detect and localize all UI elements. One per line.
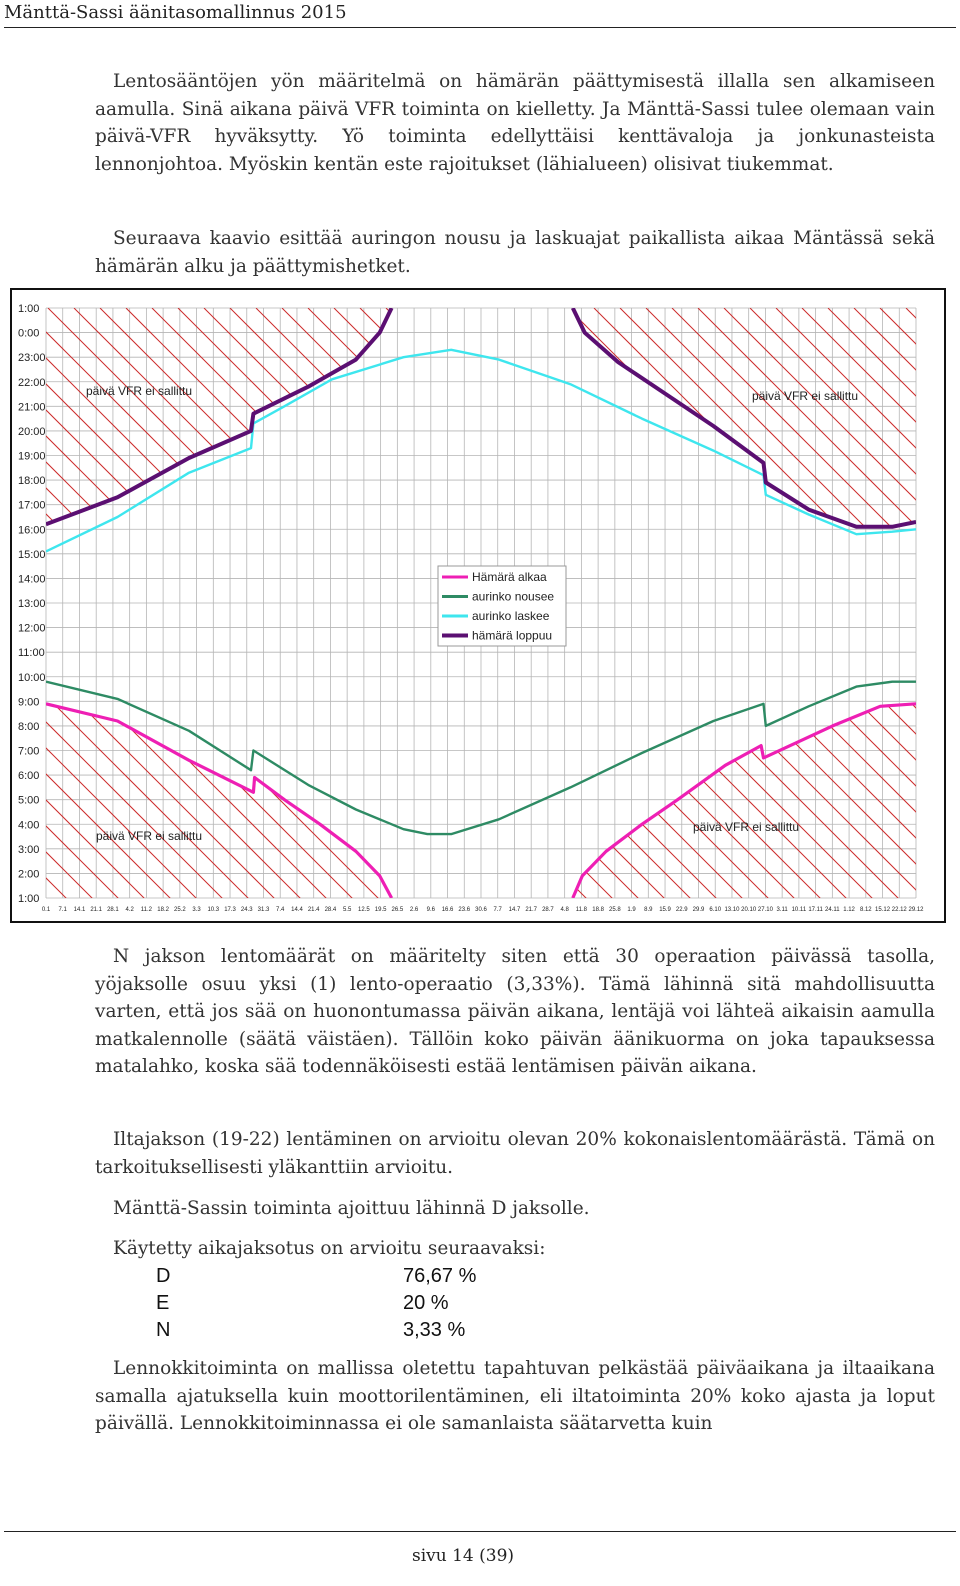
footer-divider: [4, 1531, 956, 1532]
paragraph-4-text: Iltajakson (19-22) lentäminen on arvioitu olevan 20% kokonaislentomäärästä. Tämä on tarkoituksellisesti yläkanttiin arvioitu.: [95, 1129, 935, 1178]
x-tick-label: 3.3: [192, 907, 201, 913]
y-tick-label: 23:00: [18, 352, 46, 365]
allocation-period: N: [156, 1319, 171, 1341]
chart-legend: [438, 566, 566, 646]
x-tick-label: 8.9: [644, 907, 653, 913]
y-tick-label: 18:00: [18, 475, 46, 488]
annotation-label: päivä VFR ei sallittu: [752, 389, 859, 403]
allocation-row: [156, 1290, 556, 1317]
x-tick-label: 14.7: [508, 907, 521, 913]
y-tick-label: 16:00: [18, 524, 46, 537]
x-tick-label: 11.8: [575, 907, 588, 913]
y-tick-label: 13:00: [18, 598, 46, 610]
y-tick-label: 11:00: [18, 647, 45, 660]
x-tick-label: 8.12: [859, 907, 872, 913]
paragraph-7-text: Lennokkitoiminta on mallissa oletettu tapahtuvan pelkästää päiväaikana ja iltaaikana samalla ajatuksella kuin moottorilentäminen, eli iltatoiminta 20% koko ajasta ja loput päivällä. Lennokkitoiminnassa ei ole samanlaista säätarvetta kuin: [95, 1358, 935, 1434]
y-tick-label: 1:00: [18, 893, 40, 905]
paragraph-4: [95, 1126, 935, 1181]
x-tick-label: 11.2: [140, 907, 153, 913]
allocation-value: 76,67 %: [403, 1265, 477, 1287]
x-tick-label: 1.9: [627, 907, 636, 913]
x-tick-label: 22.9: [675, 907, 688, 913]
y-tick-label: 17:00: [18, 499, 46, 512]
paragraph-7: [95, 1355, 935, 1438]
x-tick-label: 10.3: [207, 907, 220, 913]
paragraph-6: [95, 1235, 935, 1263]
sun-times-chart: [10, 288, 946, 923]
x-tick-label: 23.6: [458, 907, 471, 913]
x-tick-label: 28.4: [324, 907, 337, 913]
x-tick-label: 19.5: [374, 907, 387, 913]
x-tick-label: 15.12: [875, 907, 891, 913]
y-tick-label: 14:00: [18, 573, 46, 586]
x-tick-label: 14.1: [73, 907, 86, 913]
x-tick-label: 4.8: [560, 907, 569, 913]
y-tick-label: 15:00: [18, 548, 46, 561]
paragraph-5-text: Mänttä-Sassin toiminta ajoittuu lähinnä D jaksolle.: [113, 1198, 590, 1219]
y-tick-label: 19:00: [18, 450, 46, 463]
annotation-label: päivä VFR ei sallittu: [693, 820, 800, 834]
period-allocation: [156, 1263, 556, 1344]
allocation-value: 3,33 %: [403, 1319, 466, 1341]
x-tick-label: 2.6: [409, 907, 419, 913]
x-tick-label: 12.5: [358, 907, 370, 913]
y-tick-label: 12:00: [18, 622, 46, 635]
page-header: [4, 0, 956, 28]
x-tick-label: 25.8: [609, 907, 621, 913]
paragraph-5: [95, 1195, 935, 1223]
x-tick-label: 5.5: [342, 907, 352, 913]
x-tick-label: 17.3: [224, 907, 236, 913]
header-title: Mänttä-Sassi äänitasomallinnus 2015: [4, 2, 347, 23]
x-tick-label: 24.11: [825, 907, 840, 913]
x-tick-label: 14.4: [291, 907, 303, 913]
allocation-row: [156, 1263, 556, 1290]
paragraph-6-text: Käytetty aikajaksotus on arvioitu seuraavaksi:: [113, 1238, 546, 1259]
x-tick-label: 13.10: [724, 907, 740, 913]
paragraph-3-text: N jakson lentomäärät on määritelty siten että 30 operaation päivässä tasolla, yöjaksolle osuu yksi (1) lento-operaatio (3,33%). Tämä lähinnä sitä mahdollisuutta varten, että jos sää on huonontumassa päivän aikana, lentäjä voi lähteä aikaisin aamulla matkalennolle (säätä väistäen). Tällöin koko päivän äänikuorma on joka tapauksessa matalahko, koska sää todennäköisesti estää lentämisen päivän aikana.: [95, 946, 935, 1077]
legend-label: aurinko nousee: [472, 589, 555, 604]
paragraph-2: [95, 225, 935, 280]
allocation-period: E: [156, 1292, 170, 1314]
x-tick-label: 28.1: [107, 907, 119, 913]
y-tick-label: 0:00: [18, 327, 40, 340]
x-tick-label: 18.2: [157, 907, 169, 913]
x-tick-label: 21.1: [90, 907, 103, 913]
y-tick-label: 22:00: [18, 376, 46, 389]
y-tick-label: 20:00: [18, 425, 46, 438]
x-tick-label: 31.3: [257, 907, 270, 913]
x-tick-label: 4.2: [125, 907, 134, 913]
y-tick-label: 2:00: [18, 868, 40, 881]
y-tick-label: 1:00: [18, 303, 40, 315]
paragraph-2-text: Seuraava kaavio esittää auringon nousu ja laskuajat paikallista aikaa Mäntässä sekä hämärän alku ja päättymishetket.: [95, 228, 935, 277]
x-tick-label: 27.10: [757, 907, 773, 913]
legend-label: aurinko laskee: [472, 609, 550, 623]
x-tick-label: 22.12: [891, 907, 907, 913]
y-tick-label: 8:00: [18, 720, 40, 733]
page-number: sivu 14 (39): [411, 1546, 515, 1566]
x-tick-label: 18.8: [592, 907, 604, 913]
annotation-label: päivä VFR ei sallittu: [86, 384, 193, 398]
y-tick-label: 9:00: [18, 696, 40, 709]
legend-label: Hämärä alkaa: [472, 570, 547, 584]
x-tick-label: 7.4: [276, 907, 285, 913]
y-tick-label: 6:00: [18, 770, 40, 783]
y-tick-label: 7:00: [18, 745, 40, 758]
allocation-row: [156, 1317, 556, 1344]
legend-label: hämärä loppuu: [472, 628, 553, 643]
x-tick-label: 28.7: [542, 907, 554, 913]
x-tick-label: 21.7: [525, 907, 538, 913]
y-tick-label: 3:00: [18, 843, 40, 856]
x-tick-label: 0.1: [41, 907, 51, 913]
x-tick-label: 10.11: [791, 907, 807, 913]
paragraph-1: [95, 68, 935, 178]
x-tick-label: 15.9: [659, 907, 671, 913]
x-tick-label: 1.12: [843, 907, 855, 913]
x-tick-label: 3.11: [776, 907, 788, 913]
allocation-period: D: [156, 1265, 171, 1287]
x-tick-label: 29.12: [908, 907, 924, 913]
x-tick-label: 16.6: [441, 907, 454, 913]
x-tick-label: 7.1: [58, 907, 67, 913]
x-tick-label: 17.11: [808, 907, 823, 913]
x-tick-label: 26.5: [391, 907, 404, 913]
y-tick-label: 5:00: [18, 794, 40, 807]
x-tick-label: 20.10: [741, 907, 757, 913]
annotation-label: päivä VFR ei sallittu: [96, 829, 203, 843]
x-tick-label: 7.7: [493, 907, 502, 913]
y-tick-label: 4:00: [18, 819, 40, 832]
x-tick-label: 30.6: [475, 907, 487, 913]
y-tick-label: 21:00: [18, 401, 46, 414]
x-tick-label: 24.3: [240, 907, 253, 913]
x-tick-label: 9.6: [426, 907, 435, 913]
x-tick-label: 21.4: [307, 907, 320, 913]
chart-svg: [10, 288, 946, 923]
paragraph-3: [95, 943, 935, 1081]
paragraph-1-text: Lentosääntöjen yön määritelmä on hämärän päättymisestä illalla sen alkamiseen aamulla. Sinä aikana päivä VFR toiminta on kielletty. Ja Mänttä-Sassi tulee olemaan vain päivä-VFR hyväksytty. Yö toiminta edellyttäisi kenttävaloja ja jonkunasteista lennonjohtoa. Myöskin kentän este rajoitukset (lähialueen) olisivat tiukemmat.: [95, 71, 935, 175]
y-tick-label: 10:00: [18, 671, 46, 684]
x-tick-label: 6.10: [709, 907, 722, 913]
x-tick-label: 29.9: [692, 907, 705, 913]
allocation-value: 20 %: [403, 1292, 449, 1314]
x-tick-label: 25.2: [174, 907, 186, 913]
